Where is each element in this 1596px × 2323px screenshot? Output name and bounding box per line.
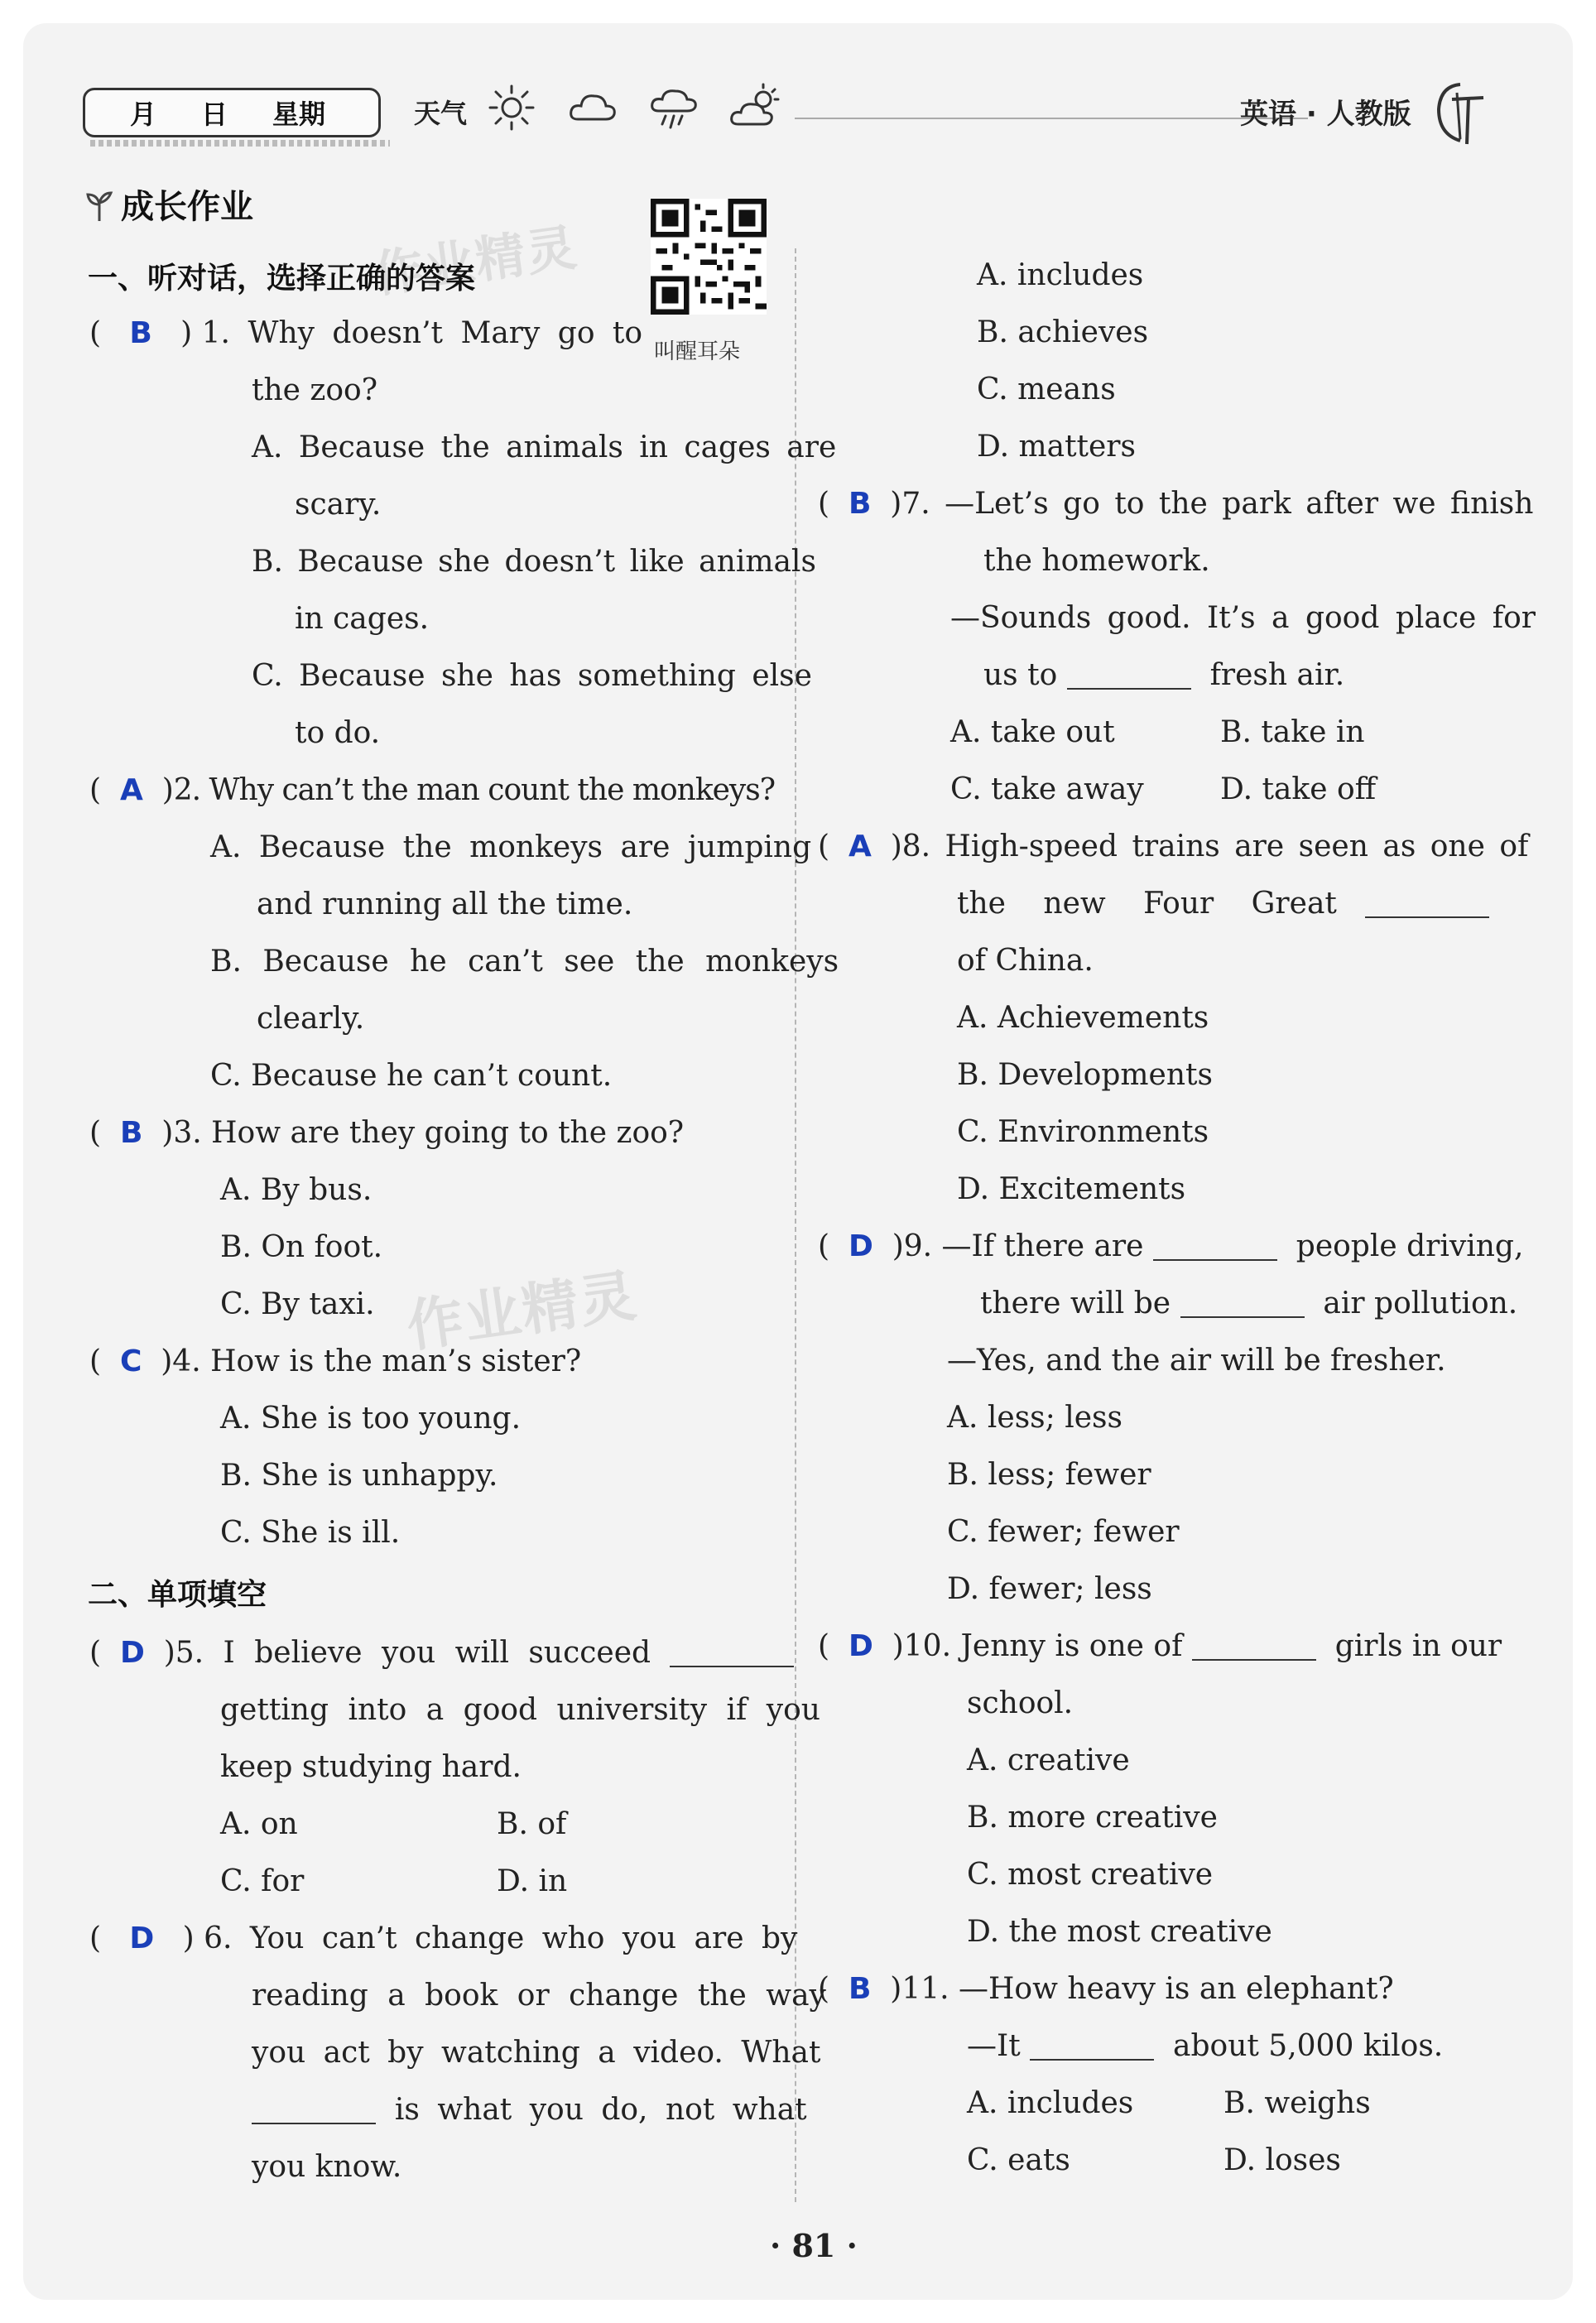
question-7-option-d: D. take off	[1220, 772, 1377, 806]
part-two-heading: 二、单项填空	[88, 1578, 267, 1612]
question-1-option-a: A. Because the animals in cages are	[252, 430, 837, 464]
question-11: ( B )11. —How heavy is an elephant?	[818, 1972, 1394, 2006]
question-3-option-b: B. On foot.	[220, 1230, 383, 1264]
question-1-option-c: C. Because she has something else	[252, 659, 812, 693]
question-5-text-3: keep studying hard.	[220, 1750, 522, 1784]
question-9-option-a: A. less; less	[947, 1401, 1122, 1435]
question-11-text-2a: —It	[967, 2029, 1021, 2063]
question-2-option-b-cont: clearly.	[257, 1002, 365, 1036]
question-6-text: 6. You can’t change who you are by	[204, 1921, 798, 1955]
question-3-text: 3. How are they going to the zoo?	[173, 1116, 685, 1150]
question-2-option-a: A. Because the monkeys are jumping	[210, 830, 812, 864]
question-11-blank	[1030, 2029, 1154, 2061]
question-11-option-d: D. loses	[1223, 2143, 1341, 2177]
section-title-text: 成长作业	[121, 188, 253, 226]
question-9-blank-2	[1180, 1287, 1305, 1318]
question-8-text: 8. High-speed trains are seen as one of	[901, 830, 1529, 863]
question-5-option-c: C. for	[220, 1864, 305, 1898]
question-8-option-a: A. Achievements	[957, 1001, 1209, 1035]
weather-icons	[485, 81, 781, 134]
question-9-text-a: 9. —If there are	[903, 1229, 1144, 1263]
question-5-option-a: A. on	[220, 1807, 298, 1841]
question-6-option-b: B. achieves	[977, 315, 1149, 349]
question-3-option-c: C. By taxi.	[220, 1287, 375, 1321]
publisher-logo-icon	[1424, 76, 1498, 151]
question-9-text-2a: there will be	[980, 1287, 1171, 1320]
page-number: · 81 ·	[770, 2227, 858, 2264]
watermark-2: 作业精灵	[402, 1262, 642, 1361]
question-9-option-c: C. fewer; fewer	[947, 1515, 1180, 1549]
question-11-text-2	[967, 2018, 1443, 2075]
question-9-text-3: —Yes, and the air will be fresher.	[947, 1344, 1446, 1378]
question-1-text-cont: the zoo?	[252, 373, 378, 407]
question-2-option-a-cont: and running all the time.	[257, 887, 633, 921]
part-one-heading: 一、听对话，选择正确的答案	[88, 262, 476, 296]
question-1: ( B ) 1. Why doesn’t Mary go to	[89, 316, 643, 350]
date-box	[83, 88, 381, 137]
answer-7: B	[848, 487, 872, 521]
question-6-blank	[252, 2093, 376, 2124]
answer-5: D	[119, 1636, 145, 1670]
question-5-option-d: D. in	[497, 1864, 568, 1898]
question-10-text-b: girls in our	[1334, 1629, 1502, 1663]
question-9-blank-1	[1153, 1229, 1277, 1261]
section-title	[83, 180, 253, 228]
question-7-option-a: A. take out	[950, 715, 1115, 749]
question-5-blank	[670, 1636, 794, 1667]
question-8-option-c: C. Environments	[957, 1115, 1209, 1149]
question-7-text-4	[983, 647, 1344, 704]
question-5-text-2: getting into a good university if you	[220, 1693, 820, 1727]
answer-6: D	[129, 1921, 155, 1955]
question-9-option-d: D. fewer; less	[947, 1572, 1152, 1606]
question-3-option-a: A. By bus.	[220, 1173, 373, 1207]
question-1-option-b-cont: in cages.	[295, 602, 430, 636]
question-5: ( D )5. I believe you will succeed	[89, 1624, 794, 1681]
book-edition-label: 英语 · 人教版	[1240, 98, 1411, 131]
question-4-option-a: A. She is too young.	[220, 1402, 522, 1436]
question-7-text-2: the homework.	[983, 544, 1210, 578]
question-2-option-b: B. Because he can’t see the monkeys	[210, 945, 839, 979]
question-5-text: 5. I believe you will succeed	[175, 1636, 651, 1670]
qr-code[interactable]	[651, 199, 767, 315]
day-label: 日	[201, 99, 228, 130]
question-8: ( A )8. High-speed trains are seen as one of	[818, 830, 1529, 863]
question-4-option-b: B. She is unhappy.	[220, 1459, 498, 1493]
question-9-text-2b: air pollution.	[1323, 1287, 1518, 1320]
weather-label: 天气	[414, 98, 468, 129]
question-7-option-b: B. take in	[1220, 715, 1365, 749]
question-9-text-2	[980, 1275, 1517, 1332]
question-10-text-a: 10. Jenny is one of	[903, 1629, 1183, 1663]
question-10-option-a: A. creative	[967, 1743, 1130, 1777]
answer-9: D	[848, 1229, 873, 1263]
question-7: ( B )7. —Let’s go to the park after we finish	[818, 487, 1534, 521]
question-6-text-3: you act by watching a video. What	[252, 2036, 821, 2070]
month-label: 月	[130, 99, 157, 130]
question-4: ( C )4. How is the man’s sister?	[89, 1344, 582, 1378]
answer-11: B	[848, 1972, 872, 2006]
question-11-text: 11. —How heavy is an elephant?	[901, 1972, 1394, 2006]
question-9-option-b: B. less; fewer	[947, 1458, 1151, 1492]
question-10-blank	[1192, 1629, 1316, 1661]
header-rule	[795, 118, 1308, 119]
question-8-text-2	[957, 875, 1489, 932]
question-5-option-b: B. of	[497, 1807, 567, 1841]
question-7-text-4b: fresh air.	[1209, 658, 1345, 692]
page-header	[83, 81, 1507, 147]
question-6-option-c: C. means	[977, 373, 1116, 406]
question-6-text-5: you know.	[252, 2150, 402, 2184]
question-11-text-2b: about 5,000 kilos.	[1173, 2029, 1444, 2063]
question-7-option-c: C. take away	[950, 772, 1144, 806]
question-7-text-3: —Sounds good. It’s a good place for	[950, 601, 1536, 635]
answer-4: C	[119, 1344, 142, 1378]
question-9-text-b: people driving,	[1296, 1229, 1524, 1263]
question-10-option-c: C. most creative	[967, 1858, 1214, 1892]
question-7-blank	[1067, 658, 1191, 690]
answer-10: D	[848, 1629, 873, 1663]
sprout-icon	[83, 190, 116, 223]
question-11-option-a: A. includes	[967, 2086, 1134, 2120]
question-10-option-b: B. more creative	[967, 1801, 1218, 1835]
question-11-option-b: B. weighs	[1223, 2086, 1371, 2120]
question-8-option-b: B. Developments	[957, 1058, 1213, 1092]
question-8-text-3: of China.	[957, 944, 1094, 978]
weekday-label: 星期	[272, 99, 326, 130]
watermark-1: 作业精灵	[370, 219, 582, 305]
partly-cloudy-icon	[728, 81, 781, 134]
question-1-option-b: B. Because she doesn’t like animals	[252, 545, 816, 579]
question-8-text-2a: the new Four Great	[957, 887, 1337, 921]
question-10: ( D )10. Jenny is one of girls in our	[818, 1629, 1502, 1663]
answer-1: B	[129, 316, 152, 350]
question-7-text-4a: us to	[983, 658, 1058, 692]
qr-caption: 叫醒耳朵	[654, 339, 741, 364]
question-8-blank	[1365, 887, 1489, 918]
question-6-text-2: reading a book or change the way	[252, 1979, 826, 2013]
question-2-option-c: C. Because he can’t count.	[210, 1059, 613, 1093]
answer-3: B	[119, 1116, 143, 1150]
question-2: ( A )2. Why can’t the man count the monkeys?	[89, 773, 776, 807]
answer-2: A	[119, 773, 143, 807]
question-9: ( D )9. —If there are people driving,	[818, 1229, 1524, 1263]
question-10-text-2: school.	[967, 1686, 1074, 1720]
answer-8: A	[848, 830, 872, 863]
question-3: ( B )3. How are they going to the zoo?	[89, 1116, 685, 1150]
question-6-option-a: A. includes	[977, 258, 1144, 292]
question-1-option-a-cont: scary.	[295, 488, 382, 522]
question-8-option-d: D. Excitements	[957, 1172, 1186, 1206]
question-11-option-c: C. eats	[967, 2143, 1070, 2177]
question-6-text-4	[252, 2081, 807, 2138]
sun-icon	[485, 81, 538, 134]
question-4-option-c: C. She is ill.	[220, 1516, 401, 1550]
question-6-text-4-words: is what you do, not what	[394, 2093, 807, 2127]
question-6-option-d: D. matters	[977, 430, 1136, 464]
question-1-option-c-cont: to do.	[295, 716, 381, 750]
rain-icon	[647, 81, 700, 134]
cloud-icon	[566, 81, 619, 134]
question-1-text: 1. Why doesn’t Mary go to	[201, 316, 643, 350]
question-2-text: 2. Why can’t the man count the monkeys?	[173, 773, 776, 807]
question-6: ( D ) 6. You can’t change who you are by	[89, 1921, 798, 1955]
question-4-text: 4. How is the man’s sister?	[172, 1344, 582, 1378]
question-10-option-d: D. the most creative	[967, 1915, 1272, 1949]
question-7-text: 7. —Let’s go to the park after we finish	[901, 487, 1534, 521]
